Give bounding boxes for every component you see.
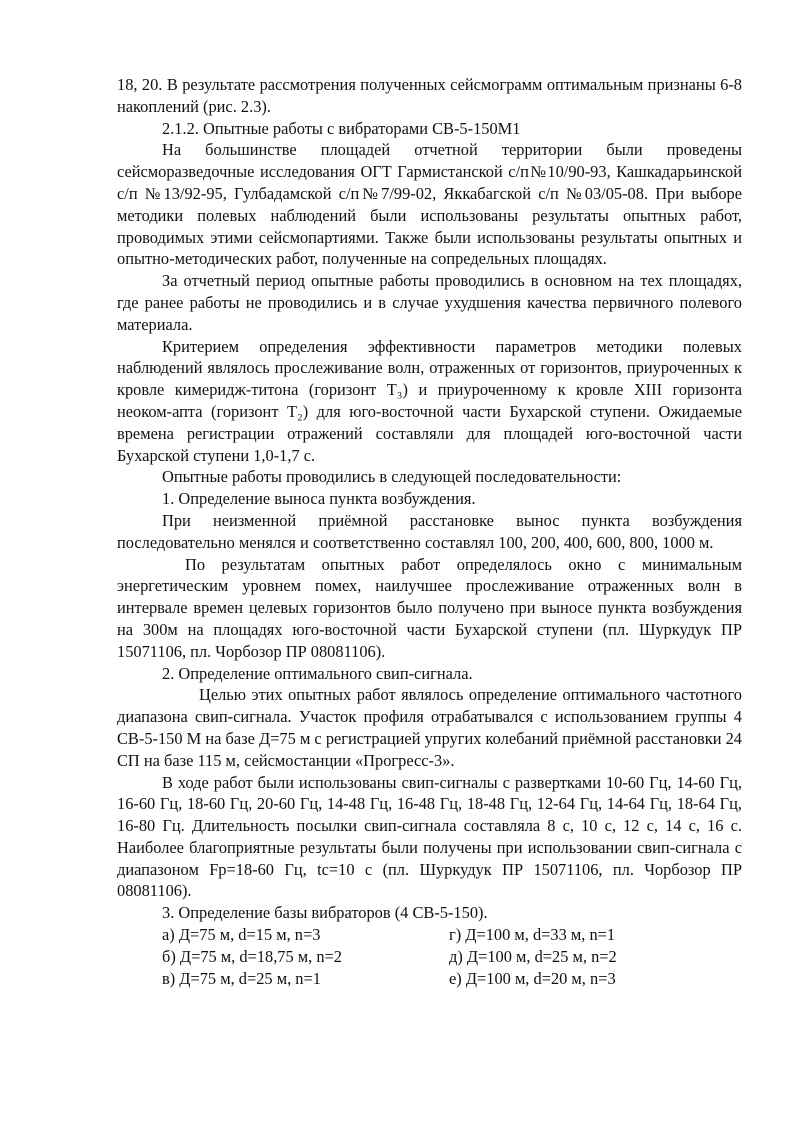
variant-item: а) Д=75 м, d=15 м, n=3 xyxy=(162,925,321,945)
variant-item: в) Д=75 м, d=25 м, n=1 xyxy=(162,968,321,988)
paragraph-continuation: 18, 20. В результате рассмотрения полученных сейсмограмм оптимальным признаны 6-8 накоплений (рис. 2.3). xyxy=(117,75,742,116)
document-page xyxy=(117,74,742,989)
paragraph: В ходе работ были использованы свип-сигналы с развертками 10-60 Гц, 14-60 Гц, 16-60 Гц, 18-60 Гц, 20-60 Гц, 14-48 Гц, 16-48 Гц, 18-48 Гц, 12-64 Гц, 14-64 Гц, 18-64 Гц, 16-80 Гц. Длительность посылки свип-сигнала составляла 8 с, 10 с, 12 с, 14 с, 16 с. Наиболее благоприятные результаты были получены при использовании свип-сигнала с диапазоном Fр=18-60 Гц, tс=10 с (пл. Шуркудук ПР 15071106, пл. Чорбозор ПР 08081106). xyxy=(117,772,742,901)
variant-item: г) Д=100 м, d=33 м, n=1 xyxy=(449,925,616,945)
paragraph: При неизменной приёмной расстановке вынос пункта возбуждения последовательно менялся и соответственно составлял 100, 200, 400, 600, 800, 1000 м. xyxy=(117,510,742,552)
list-heading: 2. Определение оптимального свип-сигнала. xyxy=(162,663,473,683)
variant-list xyxy=(117,924,742,989)
paragraph: За отчетный период опытные работы проводились в основном на тех площадях, где ранее работы не проводились и в случае ухудшения качества первичного полевого материала. xyxy=(117,271,742,334)
variant-item: е) Д=100 м, d=20 м, n=3 xyxy=(449,968,616,988)
variant-item: б) Д=75 м, d=18,75 м, n=2 xyxy=(162,946,342,966)
paragraph: Целью этих опытных работ являлось определение оптимального частотного диапазона свип-сигнала. Участок профиля отрабатывался с использованием группы 4 СВ-5-150 М на базе Д=75 м с регистрацией упругих колебаний приёмной расстановки 24 СП на базе 115 м, сейсмостанции «Прогресс-3». xyxy=(117,685,742,770)
section-heading: 2.1.2. Опытные работы с вибраторами СВ-5-150М1 xyxy=(162,118,521,138)
paragraph: Опытные работы проводились в следующей последовательности: xyxy=(162,467,622,487)
paragraph: Критерием определения эффективности параметров методики полевых наблюдений являлось прослеживание волн, отраженных от горизонтов, приуроченных к кровле кимеридж-титона (горизонт Т₃) и приуроченному к кровле XIII горизонта неоком-апта (горизонт Т₂) для юго-восточной части Бухарской ступени. Ожидаемые времена регистрации отражений составляли для площадей юго-восточной части Бухарской ступени 1,0-1,7 с. xyxy=(117,336,742,465)
list-heading: 1. Определение выноса пункта возбуждения. xyxy=(162,489,476,509)
paragraph: По результатам опытных работ определялось окно с минимальным энергетическим уровнем помех, наилучшее прослеживание отраженных волн в интервале времен целевых горизонтов было получено при выносе пункта возбуждения на 300м на площадях юго-восточной части Бухарской ступени (пл. Шуркудук ПР 15071106, пл. Чорбозор ПР 08081106). xyxy=(117,554,742,661)
paragraph: На большинстве площадей отчетной территории были проведены сейсморазведочные исследования ОГТ Гармистанской с/п№10/90-93, Кашкадарьинской с/п №13/92-95, Гулбадамской с/п№7/99-02, Яккабагской с/п №03/05-08. При выборе методики полевых наблюдений были использованы результаты опытных работ, проводимых этими сейсмопартиями. Также были использованы результаты опытных и опытно-методических работ, полученные на сопредельных площадях. xyxy=(117,140,742,269)
variant-item: д) Д=100 м, d=25 м, n=2 xyxy=(449,946,617,966)
list-heading: 3. Определение базы вибраторов (4 СВ-5-150). xyxy=(162,903,488,923)
